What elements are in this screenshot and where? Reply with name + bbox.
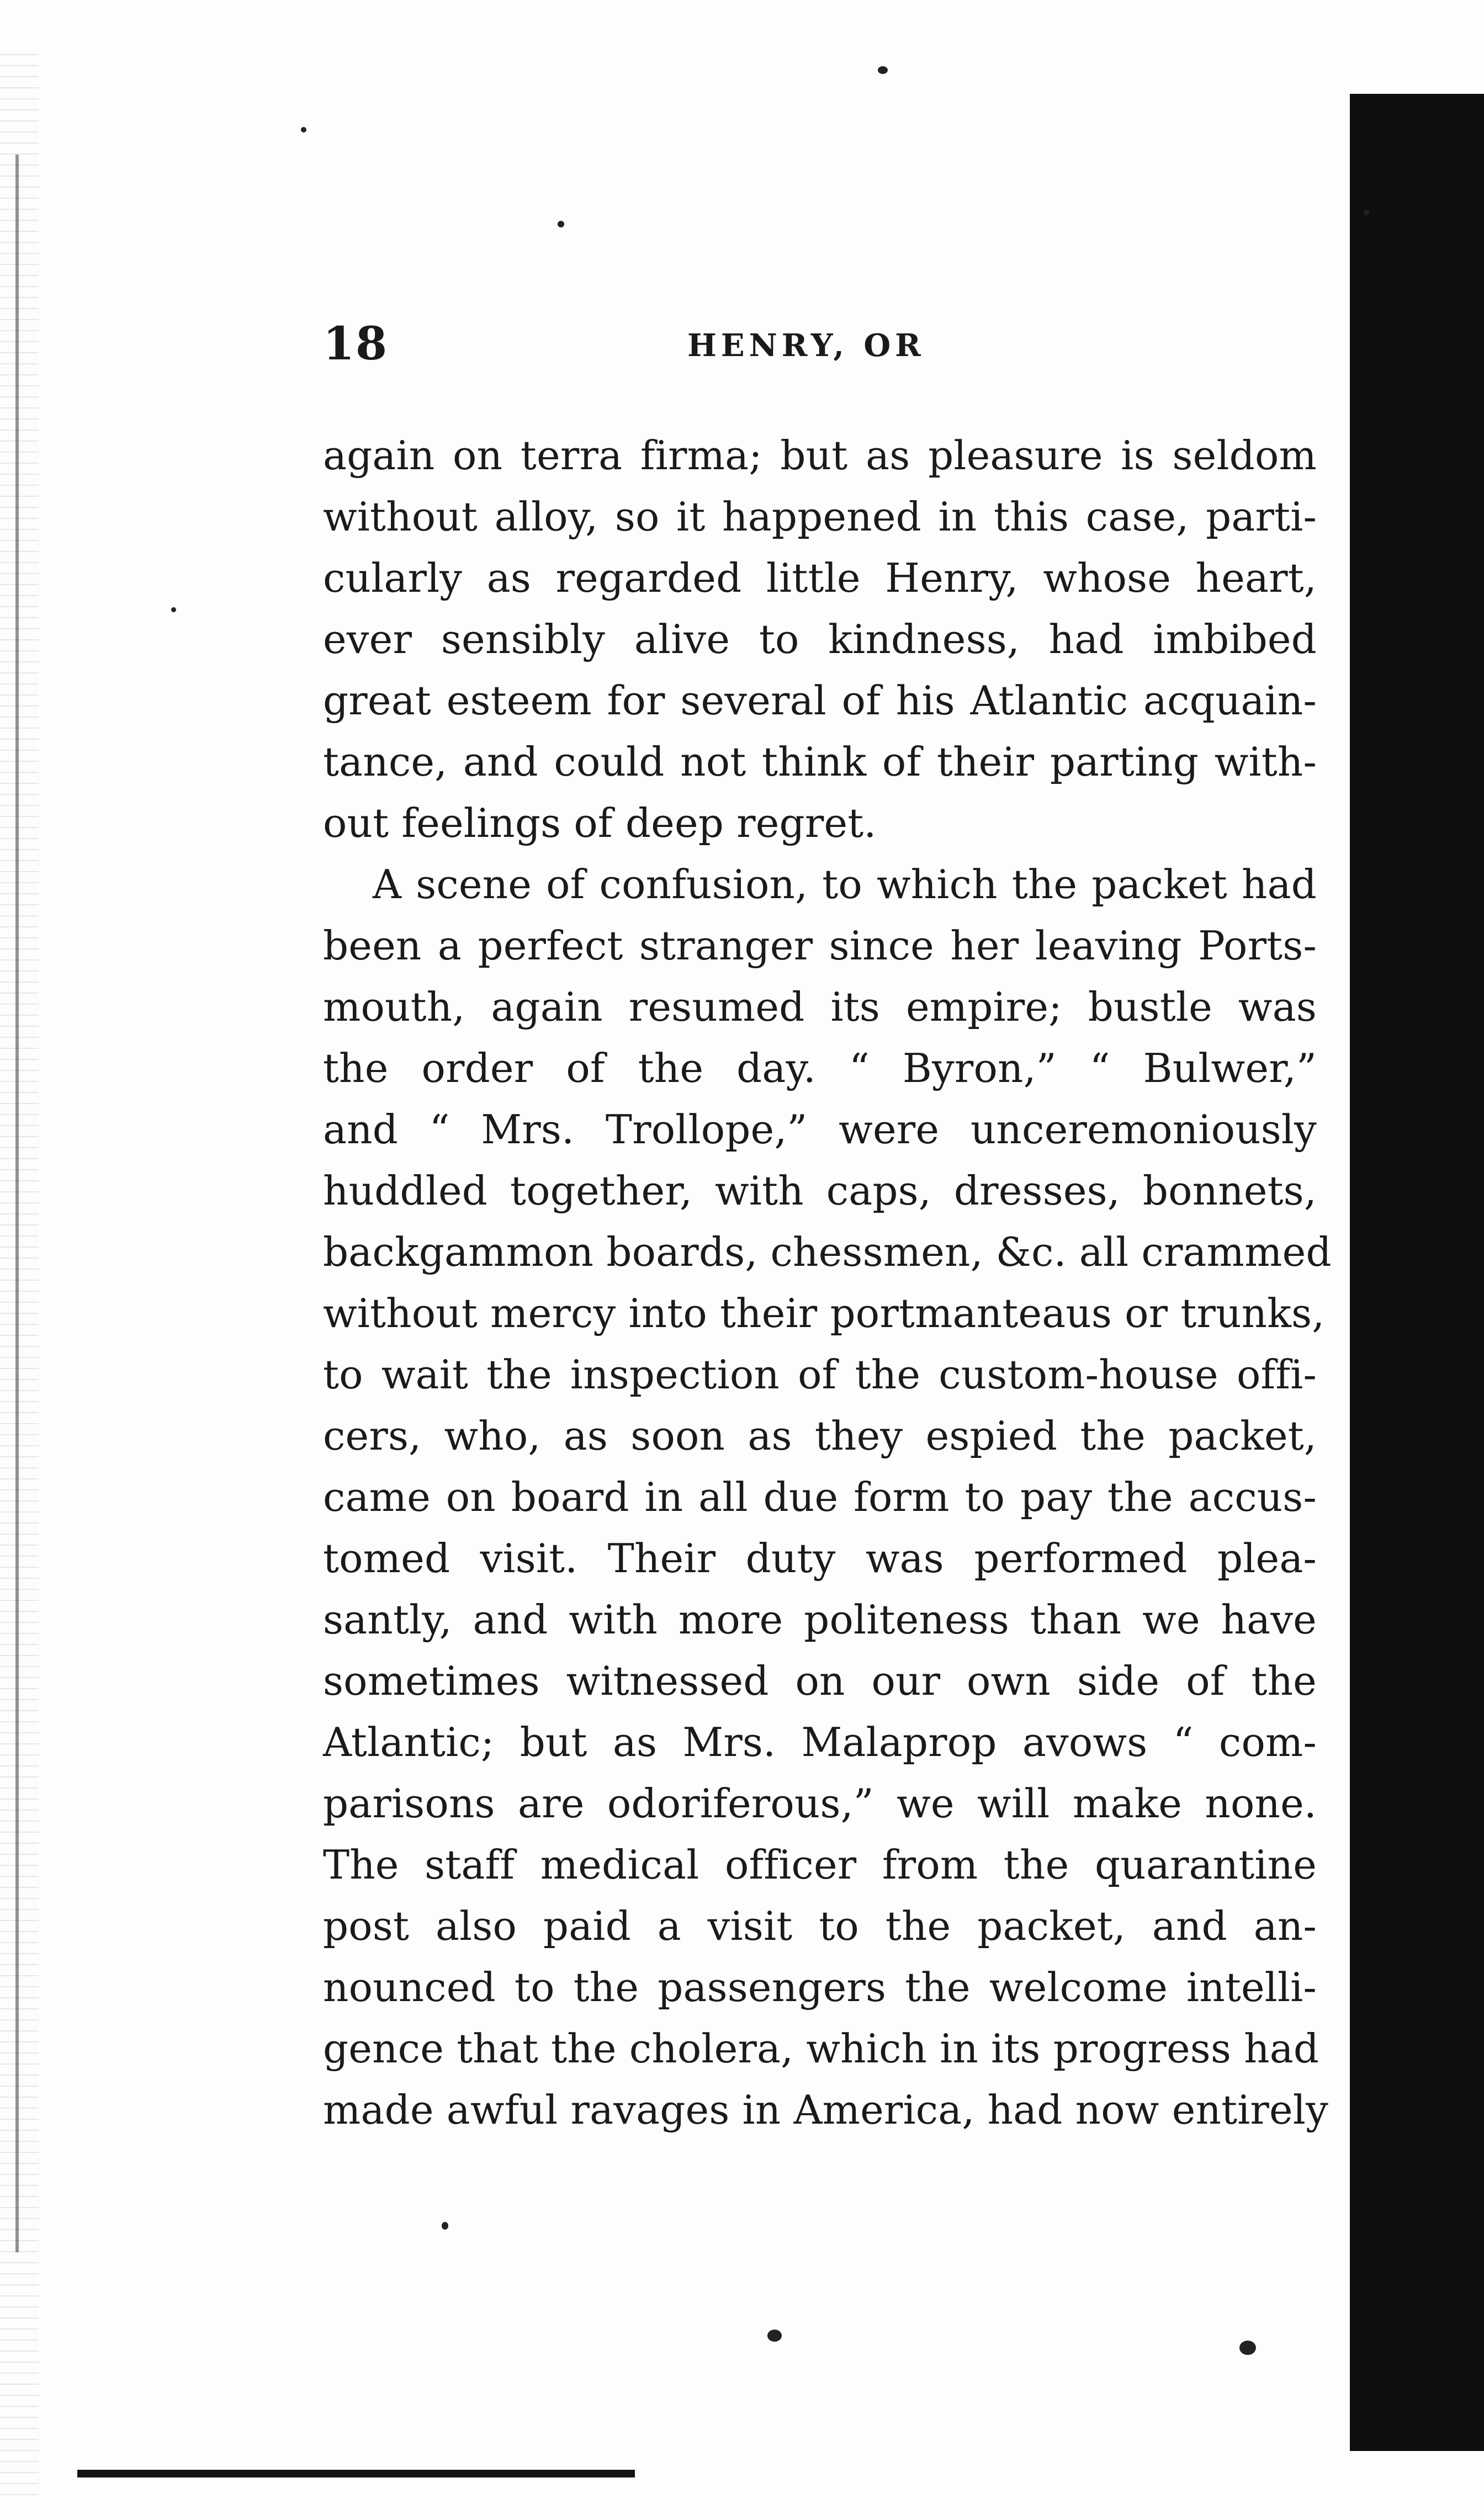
- text-line: without mercy into their portmanteaus or trunks,: [323, 1290, 1325, 1336]
- scan-speck: [558, 221, 564, 227]
- page-number: 18: [323, 317, 389, 370]
- text-line: The staff medical officer from the quarantine: [323, 1842, 1317, 1888]
- text-line: the order of the day. “ Byron,” “ Bulwer,”: [323, 1045, 1317, 1091]
- page-header: [323, 317, 1317, 373]
- scan-speck: [1364, 210, 1369, 215]
- text-line: tomed visit. Their duty was performed plea-: [323, 1535, 1317, 1582]
- scan-margin-noise: [0, 44, 39, 2495]
- text-line: huddled together, with caps, dresses, bonnets,: [323, 1168, 1317, 1214]
- scan-speck: [442, 2222, 448, 2230]
- text-line: backgammon boards, chessmen, &c. all crammed: [323, 1229, 1332, 1275]
- text-line: cularly as regarded little Henry, whose heart,: [323, 555, 1317, 601]
- scan-speck: [878, 66, 888, 74]
- text-line: ever sensibly alive to kindness, had imbibed: [323, 616, 1317, 662]
- text-line: Atlantic; but as Mrs. Malaprop avows “ com-: [323, 1719, 1317, 1765]
- text-line: without alloy, so it happened in this case, parti-: [323, 494, 1317, 540]
- text-line: post also paid a visit to the packet, and an-: [323, 1903, 1317, 1949]
- scan-speck: [1239, 2341, 1256, 2355]
- text-line: made awful ravages in America, had now entirely: [323, 2087, 1328, 2133]
- text-line: sometimes witnessed on our own side of the: [323, 1658, 1317, 1704]
- scan-speck: [767, 2330, 782, 2342]
- text-line: nounced to the passengers the welcome intelli-: [323, 1964, 1317, 2010]
- text-line: tance, and could not think of their parting with-: [323, 739, 1317, 785]
- text-line: great esteem for several of his Atlantic acquain-: [323, 677, 1317, 724]
- body-text: [323, 425, 1332, 2141]
- text-line: A scene of confusion, to which the packet had: [373, 861, 1317, 908]
- running-head: HENRY, OR: [687, 327, 925, 364]
- scan-margin-line: [15, 155, 19, 2252]
- text-line: cers, who, as soon as they espied the packet,: [323, 1413, 1317, 1459]
- text-line: out feelings of deep regret.: [323, 800, 877, 846]
- text-line: to wait the inspection of the custom-house offi-: [323, 1351, 1317, 1398]
- text-line: mouth, again resumed its empire; bustle was: [323, 984, 1317, 1030]
- text-line: been a perfect stranger since her leaving Ports-: [323, 922, 1317, 969]
- scan-edge-shadow: [1350, 94, 1484, 2451]
- scan-speck: [171, 607, 176, 612]
- text-line: gence that the cholera, which in its progress had: [323, 2025, 1319, 2072]
- text-line: came on board in all due form to pay the accus-: [323, 1474, 1317, 1520]
- text-line: again on terra firma; but as pleasure is seldom: [323, 432, 1317, 479]
- text-line: parisons are odoriferous,” we will make none.: [323, 1780, 1317, 1827]
- scan-speck: [301, 127, 306, 132]
- text-line: santly, and with more politeness than we have: [323, 1596, 1317, 1643]
- bottom-rule: [77, 2470, 635, 2477]
- text-line: and “ Mrs. Trollope,” were unceremoniously: [323, 1106, 1317, 1153]
